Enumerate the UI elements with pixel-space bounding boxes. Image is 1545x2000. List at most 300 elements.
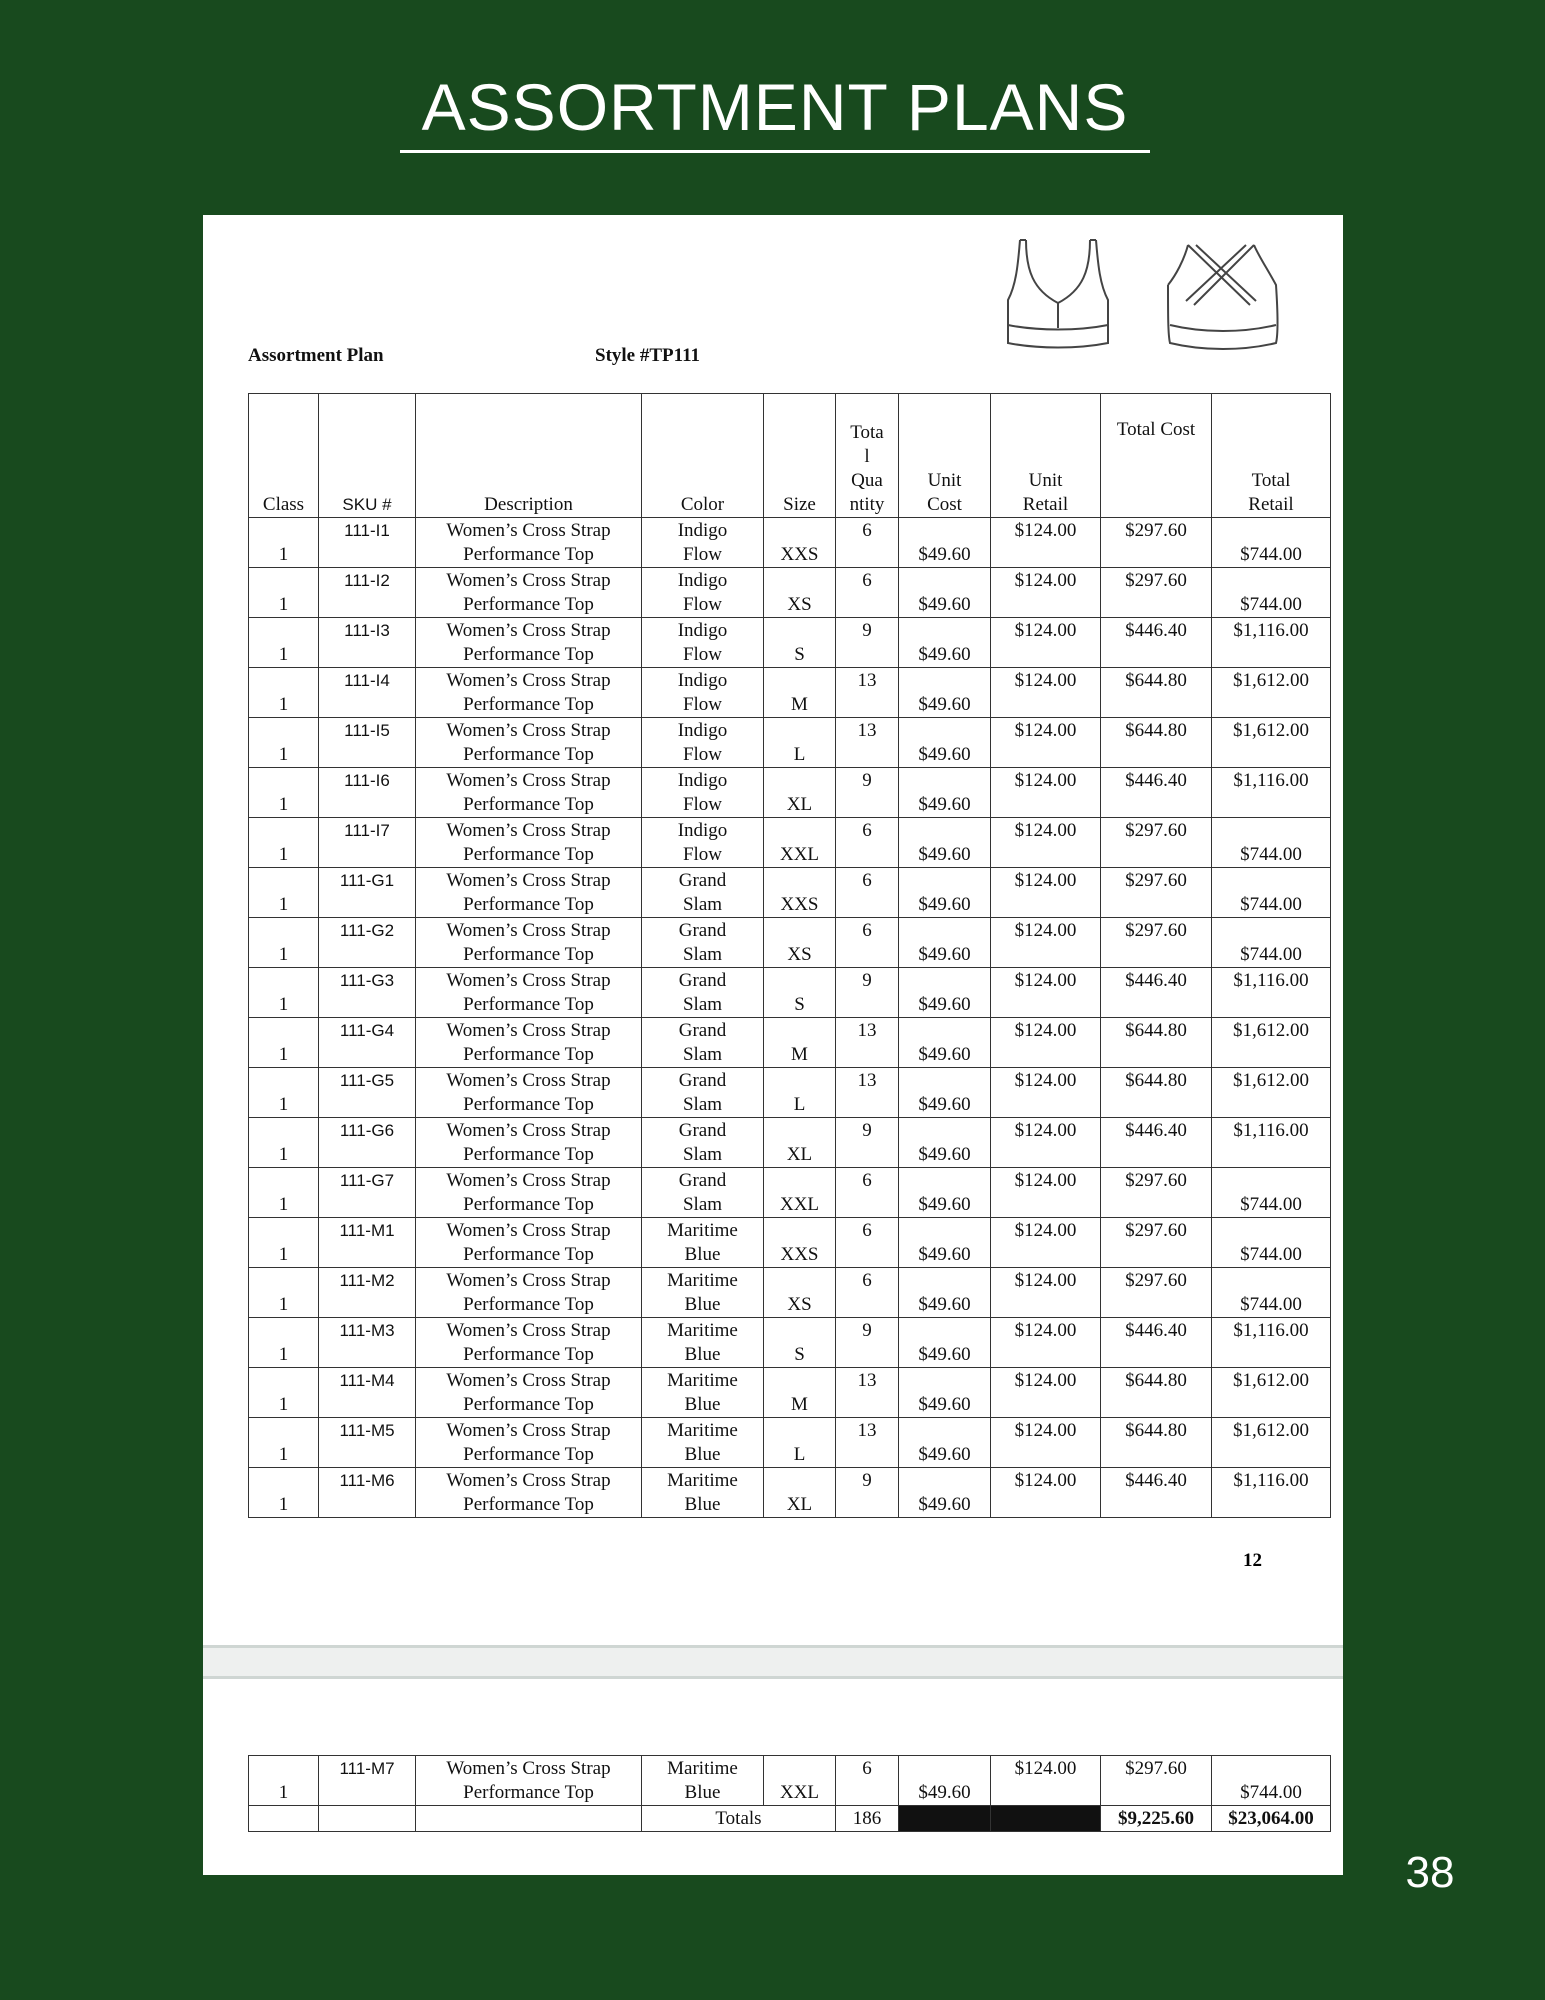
unit-retail-cell: $124.00 — [1014, 769, 1077, 791]
garment-sketch-icon — [998, 225, 1298, 365]
sku-cell: 111-M4 — [339, 1370, 395, 1390]
color-line-2: Flow — [682, 693, 723, 715]
total-cost-cell: $644.80 — [1125, 1369, 1187, 1391]
unit-retail-cell: $124.00 — [1014, 1069, 1077, 1091]
unit-cost-cell: $49.60 — [918, 843, 971, 865]
unit-retail-cell: $124.00 — [1014, 519, 1077, 541]
unit-cost-cell: $49.60 — [918, 543, 971, 565]
table-row — [249, 1318, 1331, 1368]
description-line-2: Performance Top — [463, 593, 594, 615]
unit-cost-cell: $49.60 — [918, 893, 971, 915]
description-line-2: Performance Top — [463, 1443, 594, 1465]
description-line-2: Performance Top — [463, 1243, 594, 1265]
total-cost-cell: $297.60 — [1125, 819, 1187, 841]
quantity-cell: 6 — [862, 519, 872, 541]
table-header-row — [249, 394, 1331, 518]
size-cell: XXS — [780, 893, 819, 915]
unit-cost-cell: $49.60 — [918, 1293, 971, 1315]
unit-cost-cell: $49.60 — [918, 1093, 971, 1115]
color-line-1: Maritime — [667, 1269, 738, 1291]
unit-cost-cell: $49.60 — [918, 793, 971, 815]
color-line-2: Blue — [684, 1293, 721, 1315]
total-cost-cell: $644.80 — [1125, 1069, 1187, 1091]
color-line-2: Blue — [684, 1343, 721, 1365]
size-cell: XS — [787, 593, 812, 615]
unit-retail-cell: $124.00 — [1014, 1469, 1077, 1491]
table-body — [249, 518, 1331, 1518]
totals-row — [249, 1806, 1331, 1832]
color-line-1: Maritime — [667, 1219, 738, 1241]
total-cost-cell: $297.60 — [1125, 1169, 1187, 1191]
size-cell: XXL — [779, 843, 820, 865]
color-line-2: Slam — [682, 893, 723, 915]
table-row — [249, 918, 1331, 968]
total-cost-cell: $446.40 — [1125, 1119, 1187, 1141]
class-cell: 1 — [278, 643, 289, 665]
table-row — [249, 568, 1331, 618]
total-retail-cell: $744.00 — [1240, 943, 1302, 965]
sku-cell: 111-G3 — [339, 970, 395, 990]
class-cell: 1 — [278, 1293, 289, 1315]
color-line-2: Slam — [682, 993, 723, 1015]
description-line-1: Women’s Cross Strap — [446, 1269, 611, 1291]
color-line-2: Flow — [682, 643, 723, 665]
size-cell: XL — [786, 793, 813, 815]
total-retail-cell: $1,116.00 — [1233, 1319, 1309, 1341]
table-row — [249, 1756, 1331, 1806]
total-cost-cell: $446.40 — [1125, 769, 1187, 791]
sheet-page-number: 12 — [1243, 1550, 1262, 1571]
quantity-cell: 9 — [862, 769, 872, 791]
quantity-cell: 9 — [862, 1319, 872, 1341]
color-line-1: Maritime — [667, 1369, 738, 1391]
table-row — [249, 868, 1331, 918]
unit-cost-cell: $49.60 — [918, 743, 971, 765]
color-line-1: Grand — [678, 1169, 727, 1191]
size-cell: XL — [786, 1143, 813, 1165]
unit-cost-cell: $49.60 — [918, 1493, 971, 1515]
table-row — [249, 1218, 1331, 1268]
total-retail-cell: $1,612.00 — [1233, 719, 1309, 741]
class-cell: 1 — [278, 1493, 289, 1515]
description-line-1: Women’s Cross Strap — [446, 1019, 611, 1041]
description-line-2: Performance Top — [463, 1143, 594, 1165]
description-line-2: Performance Top — [463, 1343, 594, 1365]
header-total-cost: Total Cost — [1101, 394, 1212, 518]
total-retail-cell: $1,612.00 — [1233, 669, 1309, 691]
header-sku: SKU # — [319, 394, 416, 518]
table-row — [249, 1268, 1331, 1318]
sku-cell: 111-M6 — [339, 1470, 395, 1490]
description-line-1: Women’s Cross Strap — [446, 619, 611, 641]
sku-cell: 111-G4 — [339, 1020, 395, 1040]
table-row — [249, 968, 1331, 1018]
class-cell: 1 — [278, 1043, 289, 1065]
class-cell: 1 — [278, 1193, 289, 1215]
quantity-cell: 6 — [862, 1269, 872, 1291]
unit-cost-cell: $49.60 — [918, 993, 971, 1015]
class-cell: 1 — [278, 593, 289, 615]
unit-retail-cell: $124.00 — [1014, 1269, 1077, 1291]
total-retail-cell: $1,116.00 — [1233, 1119, 1309, 1141]
size-cell: S — [794, 993, 805, 1015]
sku-cell: 111-I5 — [344, 720, 390, 740]
unit-retail-cell: $124.00 — [1014, 1419, 1077, 1441]
unit-retail-cell: $124.00 — [1014, 1169, 1077, 1191]
total-retail-cell: $1,116.00 — [1233, 969, 1309, 991]
class-cell: 1 — [278, 1781, 289, 1803]
description-line-1: Women’s Cross Strap — [446, 1169, 611, 1191]
description-line-2: Performance Top — [463, 1781, 594, 1803]
header-total-quantity: Tota l Qua ntity — [836, 394, 899, 518]
header-size: Size — [764, 394, 836, 518]
description-line-1: Women’s Cross Strap — [446, 1469, 611, 1491]
header-unit-cost: Unit Cost — [899, 394, 991, 518]
sku-cell: 111-G1 — [339, 870, 395, 890]
description-line-1: Women’s Cross Strap — [446, 719, 611, 741]
color-line-1: Maritime — [667, 1419, 738, 1441]
sku-cell: 111-I3 — [344, 620, 390, 640]
color-line-1: Grand — [678, 1019, 727, 1041]
quantity-cell: 6 — [862, 1757, 872, 1779]
total-retail-cell: $744.00 — [1240, 1193, 1302, 1215]
color-line-2: Blue — [684, 1443, 721, 1465]
size-cell: XXS — [780, 1243, 819, 1265]
description-line-2: Performance Top — [463, 1393, 594, 1415]
sku-cell: 111-G6 — [339, 1120, 395, 1140]
table-row — [249, 1368, 1331, 1418]
size-cell: L — [793, 743, 806, 765]
header-description: Description — [416, 394, 642, 518]
total-cost-cell: $297.60 — [1125, 919, 1187, 941]
description-line-1: Women’s Cross Strap — [446, 669, 611, 691]
total-retail-cell: $744.00 — [1240, 1293, 1302, 1315]
description-line-2: Performance Top — [463, 1293, 594, 1315]
quantity-cell: 13 — [857, 1369, 877, 1391]
quantity-cell: 6 — [862, 1219, 872, 1241]
table-row — [249, 1468, 1331, 1518]
unit-retail-cell: $124.00 — [1014, 969, 1077, 991]
unit-cost-cell: $49.60 — [918, 643, 971, 665]
sku-cell: 111-M7 — [339, 1758, 395, 1778]
sku-cell: 111-I6 — [344, 770, 390, 790]
total-retail-cell: $1,612.00 — [1233, 1069, 1309, 1091]
description-line-2: Performance Top — [463, 1043, 594, 1065]
sku-cell: 111-G2 — [339, 920, 395, 940]
style-number: Style #TP111 — [595, 345, 701, 366]
quantity-cell: 6 — [862, 869, 872, 891]
color-line-2: Flow — [682, 593, 723, 615]
table-row — [249, 618, 1331, 668]
quantity-cell: 9 — [862, 969, 872, 991]
quantity-cell: 9 — [862, 619, 872, 641]
description-line-2: Performance Top — [463, 843, 594, 865]
class-cell: 1 — [278, 543, 289, 565]
color-line-2: Slam — [682, 1143, 723, 1165]
total-cost-cell: $297.60 — [1125, 1269, 1187, 1291]
table-row — [249, 1018, 1331, 1068]
page-break — [203, 1645, 1343, 1679]
sku-cell: 111-M3 — [339, 1320, 395, 1340]
totals-quantity: 186 — [836, 1806, 899, 1832]
class-cell: 1 — [278, 693, 289, 715]
description-line-1: Women’s Cross Strap — [446, 819, 611, 841]
total-retail-cell: $744.00 — [1240, 543, 1302, 565]
table-row — [249, 768, 1331, 818]
total-retail-cell: $744.00 — [1240, 593, 1302, 615]
table-row — [249, 1068, 1331, 1118]
unit-retail-cell: $124.00 — [1014, 619, 1077, 641]
size-cell: XS — [787, 943, 812, 965]
color-line-1: Grand — [678, 1119, 727, 1141]
color-line-1: Maritime — [667, 1757, 738, 1779]
class-cell: 1 — [278, 943, 289, 965]
sku-cell: 111-G5 — [339, 1070, 395, 1090]
quantity-cell: 6 — [862, 569, 872, 591]
quantity-cell: 6 — [862, 819, 872, 841]
quantity-cell: 13 — [857, 719, 877, 741]
quantity-cell: 9 — [862, 1469, 872, 1491]
size-cell: S — [794, 643, 805, 665]
document-sheet — [203, 215, 1343, 1875]
total-cost-cell: $644.80 — [1125, 669, 1187, 691]
color-line-2: Slam — [682, 943, 723, 965]
color-line-1: Indigo — [677, 619, 728, 641]
total-retail-cell: $744.00 — [1240, 1781, 1302, 1803]
unit-cost-cell: $49.60 — [918, 1143, 971, 1165]
redacted-cell — [899, 1806, 991, 1832]
unit-retail-cell: $124.00 — [1014, 669, 1077, 691]
unit-retail-cell: $124.00 — [1014, 1219, 1077, 1241]
class-cell: 1 — [278, 843, 289, 865]
description-line-1: Women’s Cross Strap — [446, 969, 611, 991]
class-cell: 1 — [278, 1393, 289, 1415]
assortment-table — [248, 393, 1331, 1518]
table-row — [249, 1118, 1331, 1168]
total-cost-cell: $297.60 — [1125, 1757, 1187, 1779]
quantity-cell: 13 — [857, 669, 877, 691]
color-line-2: Slam — [682, 1193, 723, 1215]
quantity-cell: 9 — [862, 1119, 872, 1141]
unit-cost-cell: $49.60 — [918, 1443, 971, 1465]
color-line-1: Indigo — [677, 819, 728, 841]
color-line-1: Indigo — [677, 519, 728, 541]
total-retail-cell: $1,612.00 — [1233, 1419, 1309, 1441]
sku-cell: 111-I4 — [344, 670, 390, 690]
description-line-2: Performance Top — [463, 543, 594, 565]
color-line-1: Indigo — [677, 569, 728, 591]
color-line-2: Slam — [682, 1043, 723, 1065]
color-line-2: Flow — [682, 543, 723, 565]
description-line-2: Performance Top — [463, 1493, 594, 1515]
page-number: 38 — [1405, 1848, 1455, 1897]
total-retail-cell: $1,612.00 — [1233, 1369, 1309, 1391]
class-cell: 1 — [278, 793, 289, 815]
sku-cell: 111-I2 — [344, 570, 390, 590]
description-line-2: Performance Top — [463, 743, 594, 765]
description-line-1: Women’s Cross Strap — [446, 1119, 611, 1141]
header-unit-retail: Unit Retail — [991, 394, 1101, 518]
total-retail-cell: $1,612.00 — [1233, 1019, 1309, 1041]
size-cell: XS — [787, 1293, 812, 1315]
class-cell: 1 — [278, 993, 289, 1015]
color-line-2: Blue — [684, 1243, 721, 1265]
sku-cell: 111-M2 — [339, 1270, 395, 1290]
total-retail-cell: $744.00 — [1240, 843, 1302, 865]
unit-retail-cell: $124.00 — [1014, 1119, 1077, 1141]
total-cost-cell: $297.60 — [1125, 569, 1187, 591]
color-line-1: Indigo — [677, 669, 728, 691]
unit-cost-cell: $49.60 — [918, 1781, 971, 1803]
table-row — [249, 1418, 1331, 1468]
table-row — [249, 818, 1331, 868]
header-total-retail: Total Retail — [1212, 394, 1331, 518]
total-retail-cell: $744.00 — [1240, 893, 1302, 915]
totals-retail: $23,064.00 — [1212, 1806, 1331, 1832]
color-line-1: Grand — [678, 969, 727, 991]
unit-cost-cell: $49.60 — [918, 1393, 971, 1415]
description-line-1: Women’s Cross Strap — [446, 869, 611, 891]
description-line-1: Women’s Cross Strap — [446, 1069, 611, 1091]
color-line-1: Maritime — [667, 1469, 738, 1491]
total-cost-cell: $644.80 — [1125, 1419, 1187, 1441]
unit-retail-cell: $124.00 — [1014, 569, 1077, 591]
unit-retail-cell: $124.00 — [1014, 1757, 1077, 1779]
description-line-2: Performance Top — [463, 943, 594, 965]
description-line-1: Women’s Cross Strap — [446, 769, 611, 791]
unit-cost-cell: $49.60 — [918, 1243, 971, 1265]
description-line-2: Performance Top — [463, 643, 594, 665]
class-cell: 1 — [278, 893, 289, 915]
unit-retail-cell: $124.00 — [1014, 719, 1077, 741]
total-retail-cell: $744.00 — [1240, 1243, 1302, 1265]
title-underline — [400, 150, 1150, 153]
color-line-2: Slam — [682, 1093, 723, 1115]
color-line-2: Flow — [682, 843, 723, 865]
description-line-2: Performance Top — [463, 793, 594, 815]
sku-cell: 111-M5 — [339, 1420, 395, 1440]
total-retail-cell: $1,116.00 — [1233, 619, 1309, 641]
size-cell: M — [791, 1043, 808, 1065]
color-line-2: Blue — [684, 1493, 721, 1515]
unit-cost-cell: $49.60 — [918, 1343, 971, 1365]
color-line-2: Blue — [684, 1781, 721, 1803]
quantity-cell: 13 — [857, 1419, 877, 1441]
color-line-1: Grand — [678, 919, 727, 941]
sku-cell: 111-I7 — [344, 820, 390, 840]
description-line-1: Women’s Cross Strap — [446, 1319, 611, 1341]
redacted-cell — [991, 1806, 1101, 1832]
description-line-1: Women’s Cross Strap — [446, 919, 611, 941]
size-cell: M — [791, 693, 808, 715]
totals-label: Totals — [642, 1806, 836, 1832]
description-line-1: Women’s Cross Strap — [446, 1419, 611, 1441]
unit-retail-cell: $124.00 — [1014, 919, 1077, 941]
total-retail-cell: $1,116.00 — [1233, 769, 1309, 791]
unit-retail-cell: $124.00 — [1014, 1319, 1077, 1341]
sku-cell: 111-M1 — [339, 1220, 395, 1240]
color-line-1: Maritime — [667, 1319, 738, 1341]
color-line-2: Flow — [682, 793, 723, 815]
quantity-cell: 13 — [857, 1019, 877, 1041]
table-body-continued — [249, 1756, 1331, 1806]
color-line-1: Indigo — [677, 769, 728, 791]
total-cost-cell: $297.60 — [1125, 519, 1187, 541]
page-title: ASSORTMENT PLANS — [421, 70, 1129, 144]
unit-cost-cell: $49.60 — [918, 1043, 971, 1065]
unit-cost-cell: $49.60 — [918, 593, 971, 615]
description-line-1: Women’s Cross Strap — [446, 1219, 611, 1241]
header-color: Color — [642, 394, 764, 518]
header-class: Class — [249, 394, 319, 518]
unit-retail-cell: $124.00 — [1014, 819, 1077, 841]
class-cell: 1 — [278, 1343, 289, 1365]
size-cell: L — [793, 1093, 806, 1115]
quantity-cell: 13 — [857, 1069, 877, 1091]
size-cell: S — [794, 1343, 805, 1365]
total-cost-cell: $297.60 — [1125, 1219, 1187, 1241]
description-line-1: Women’s Cross Strap — [446, 569, 611, 591]
total-cost-cell: $644.80 — [1125, 719, 1187, 741]
size-cell: XXL — [779, 1193, 820, 1215]
total-cost-cell: $446.40 — [1125, 969, 1187, 991]
total-cost-cell: $446.40 — [1125, 619, 1187, 641]
table-row — [249, 668, 1331, 718]
description-line-1: Women’s Cross Strap — [446, 519, 611, 541]
description-line-2: Performance Top — [463, 893, 594, 915]
class-cell: 1 — [278, 1143, 289, 1165]
description-line-1: Women’s Cross Strap — [446, 1369, 611, 1391]
quantity-cell: 6 — [862, 1169, 872, 1191]
color-line-1: Grand — [678, 1069, 727, 1091]
color-line-1: Indigo — [677, 719, 728, 741]
description-line-2: Performance Top — [463, 993, 594, 1015]
table-row — [249, 1168, 1331, 1218]
class-cell: 1 — [278, 743, 289, 765]
sku-cell: 111-G7 — [339, 1170, 395, 1190]
size-cell: XXS — [780, 543, 819, 565]
total-cost-cell: $644.80 — [1125, 1019, 1187, 1041]
total-cost-cell: $446.40 — [1125, 1319, 1187, 1341]
description-line-2: Performance Top — [463, 693, 594, 715]
color-line-2: Flow — [682, 743, 723, 765]
assortment-table-continued — [248, 1755, 1331, 1832]
description-line-1: Women’s Cross Strap — [446, 1757, 611, 1779]
size-cell: L — [793, 1443, 806, 1465]
class-cell: 1 — [278, 1243, 289, 1265]
unit-cost-cell: $49.60 — [918, 1193, 971, 1215]
totals-cost: $9,225.60 — [1101, 1806, 1212, 1832]
unit-retail-cell: $124.00 — [1014, 1369, 1077, 1391]
unit-cost-cell: $49.60 — [918, 943, 971, 965]
description-line-2: Performance Top — [463, 1193, 594, 1215]
table-row — [249, 718, 1331, 768]
size-cell: XL — [786, 1493, 813, 1515]
quantity-cell: 6 — [862, 919, 872, 941]
total-retail-cell: $1,116.00 — [1233, 1469, 1309, 1491]
total-cost-cell: $446.40 — [1125, 1469, 1187, 1491]
size-cell: M — [791, 1393, 808, 1415]
description-line-2: Performance Top — [463, 1093, 594, 1115]
color-line-2: Blue — [684, 1393, 721, 1415]
table-row — [249, 518, 1331, 568]
assortment-plan-label: Assortment Plan — [248, 345, 384, 366]
class-cell: 1 — [278, 1093, 289, 1115]
unit-retail-cell: $124.00 — [1014, 869, 1077, 891]
sku-cell: 111-I1 — [344, 520, 390, 540]
total-cost-cell: $297.60 — [1125, 869, 1187, 891]
class-cell: 1 — [278, 1443, 289, 1465]
